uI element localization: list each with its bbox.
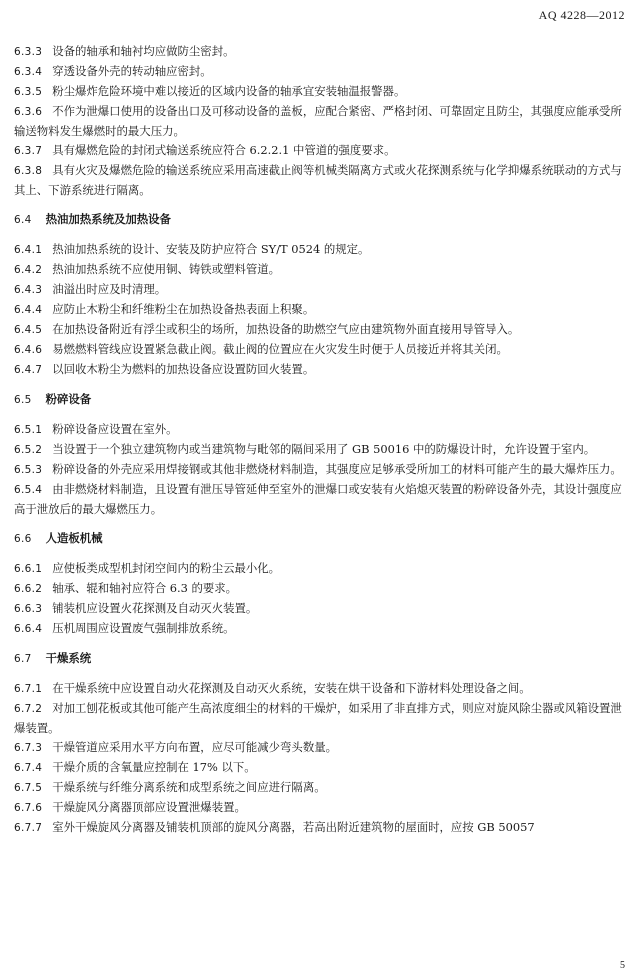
- clause-number: 6.7.3: [14, 742, 43, 754]
- clause-text: 室外干燥旋风分离器及铺装机顶部的旋风分离器，若高出附近建筑物的屋面时，应按 GB 50057: [52, 820, 535, 834]
- clause-text: 粉碎设备的外壳应采用焊接钢或其他非燃烧材料制造，其强度应足够承受所加工的材料可能产生的最大爆炸压力。: [52, 462, 622, 476]
- clause-paragraph: [14, 818, 627, 838]
- clause-text: 粉碎设备应设置在室外。: [52, 422, 178, 436]
- clause-paragraph: [14, 42, 627, 62]
- clause-paragraph: [14, 260, 627, 280]
- clause-paragraph: [14, 240, 627, 260]
- clause-number: 6.3.3: [14, 46, 43, 58]
- clause-number: 6.6.2: [14, 583, 43, 595]
- clause-paragraph: [14, 679, 627, 699]
- clause-paragraph: [14, 599, 627, 619]
- clause-number: 6.3.5: [14, 86, 43, 98]
- clause-text: 压机周围应设置废气强制排放系统。: [52, 621, 235, 635]
- clause-number: 6.3.7: [14, 145, 43, 157]
- clause-paragraph: [14, 300, 627, 320]
- clause-paragraph: [14, 161, 627, 200]
- clause-number: 6.5.1: [14, 424, 43, 436]
- clause-paragraph: [14, 360, 627, 380]
- clause-number: 6.5: [14, 394, 32, 406]
- clause-paragraph: [14, 480, 627, 519]
- section-heading: [14, 649, 627, 669]
- clause-number: 6.5.3: [14, 464, 43, 476]
- clause-paragraph: [14, 559, 627, 579]
- clause-paragraph: [14, 280, 627, 300]
- clause-paragraph: [14, 798, 627, 818]
- clause-number: 6.3.6: [14, 106, 43, 118]
- clause-text: 对加工刨花板或其他可能产生高浓度细尘的材料的干燥炉，如采用了非直排方式，则应对旋风除尘器或风箱设置泄爆装置。: [14, 701, 622, 735]
- clause-paragraph: [14, 460, 627, 480]
- clause-text: 当设置于一个独立建筑物内或当建筑物与毗邻的隔间采用了 GB 50016 中的防爆设计时，允许设置于室内。: [52, 442, 596, 456]
- clause-text: 油溢出时应及时清理。: [52, 282, 167, 296]
- clause-paragraph: [14, 778, 627, 798]
- clause-paragraph: [14, 579, 627, 599]
- clause-paragraph: [14, 420, 627, 440]
- section-heading: [14, 529, 627, 549]
- clause-paragraph: [14, 699, 627, 738]
- section-title: 人造板机械: [45, 531, 103, 545]
- clause-text: 应防止木粉尘和纤维粉尘在加热设备热表面上积聚。: [52, 302, 315, 316]
- clause-paragraph: [14, 320, 627, 340]
- clause-number: 6.7.5: [14, 782, 43, 794]
- clause-number: 6.5.4: [14, 484, 43, 496]
- clause-number: 6.6.1: [14, 563, 43, 575]
- clause-text: 具有爆燃危险的封闭式输送系统应符合 6.2.2.1 中管道的强度要求。: [52, 143, 396, 157]
- clause-text: 干燥系统与纤维分离系统和成型系统之间应进行隔离。: [52, 780, 326, 794]
- clause-number: 6.7.1: [14, 683, 43, 695]
- clause-number: 6.4.3: [14, 284, 43, 296]
- section-title: 干燥系统: [45, 651, 92, 665]
- clause-number: 6.7: [14, 653, 32, 665]
- page-number: 5: [620, 960, 625, 971]
- clause-text: 穿透设备外壳的转动轴应密封。: [52, 64, 212, 78]
- clause-number: 6.4.5: [14, 324, 43, 336]
- section-heading: [14, 390, 627, 410]
- clause-text: 在加热设备附近有浮尘或积尘的场所，加热设备的助燃空气应由建筑物外面直接用导管导入。: [52, 322, 520, 336]
- clause-text: 不作为泄爆口使用的设备出口及可移动设备的盖板，应配合紧密、严格封闭、可靠固定且防尘，其强度应能承受所输送物料发生爆燃时的最大压力。: [14, 104, 622, 138]
- clause-number: 6.6.4: [14, 623, 43, 635]
- clause-number: 6.4.1: [14, 244, 43, 256]
- section-heading: [14, 210, 627, 230]
- clause-number: 6.4.7: [14, 364, 43, 376]
- clause-text: 以回收木粉尘为燃料的加热设备应设置防回火装置。: [52, 362, 315, 376]
- clause-paragraph: [14, 738, 627, 758]
- clause-text: 轴承、辊和轴衬应符合 6.3 的要求。: [52, 581, 238, 595]
- section-title: 粉碎设备: [45, 392, 92, 406]
- clause-text: 热油加热系统的设计、安装及防护应符合 SY/T 0524 的规定。: [52, 242, 370, 256]
- clause-paragraph: [14, 102, 627, 141]
- clause-number: 6.7.7: [14, 822, 43, 834]
- clause-paragraph: [14, 82, 627, 102]
- clause-number: 6.7.4: [14, 762, 43, 774]
- clause-number: 6.3.4: [14, 66, 43, 78]
- clause-text: 设备的轴承和轴衬均应做防尘密封。: [52, 44, 235, 58]
- clause-number: 6.3.8: [14, 165, 43, 177]
- clause-number: 6.6.3: [14, 603, 43, 615]
- clause-paragraph: [14, 619, 627, 639]
- clause-text: 干燥介质的含氧量应控制在 17% 以下。: [52, 760, 256, 774]
- clause-paragraph: [14, 141, 627, 161]
- clause-text: 干燥管道应采用水平方向布置，应尽可能减少弯头数量。: [52, 740, 337, 754]
- clause-text: 易燃燃料管线应设置紧急截止阀。截止阀的位置应在火灾发生时便于人员接近并将其关闭。: [52, 342, 508, 356]
- clause-paragraph: [14, 62, 627, 82]
- document-body: [14, 42, 627, 838]
- clause-text: 由非燃烧材料制造，且设置有泄压导管延伸至室外的泄爆口或安装有火焰熄灭装置的粉碎设备外壳，其设计强度应高于泄放后的最大爆燃压力。: [14, 482, 622, 516]
- clause-number: 6.7.6: [14, 802, 43, 814]
- document-header: AQ 4228—2012: [538, 8, 625, 22]
- clause-paragraph: [14, 340, 627, 360]
- clause-number: 6.4.6: [14, 344, 43, 356]
- clause-text: 在干燥系统中应设置自动火花探测及自动灭火系统，安装在烘干设备和下游材料处理设备之间。: [52, 681, 531, 695]
- clause-text: 应使板类成型机封闭空间内的粉尘云最小化。: [52, 561, 281, 575]
- section-title: 热油加热系统及加热设备: [45, 212, 171, 226]
- clause-number: 6.5.2: [14, 444, 43, 456]
- clause-number: 6.7.2: [14, 703, 43, 715]
- clause-paragraph: [14, 440, 627, 460]
- clause-text: 干燥旋风分离器顶部应设置泄爆装置。: [52, 800, 246, 814]
- clause-paragraph: [14, 758, 627, 778]
- clause-number: 6.6: [14, 533, 32, 545]
- clause-text: 铺装机应设置火花探测及自动灭火装置。: [52, 601, 258, 615]
- clause-text: 具有火灾及爆燃危险的输送系统应采用高速截止阀等机械类隔离方式或火花探测系统与化学抑爆系统联动的方式与其上、下游系统进行隔离。: [14, 163, 622, 197]
- clause-number: 6.4: [14, 214, 32, 226]
- clause-number: 6.4.2: [14, 264, 43, 276]
- clause-text: 粉尘爆炸危险环境中难以接近的区域内设备的轴承宜安装轴温报警器。: [52, 84, 406, 98]
- clause-text: 热油加热系统不应使用铜、铸铁或塑料管道。: [52, 262, 281, 276]
- clause-number: 6.4.4: [14, 304, 43, 316]
